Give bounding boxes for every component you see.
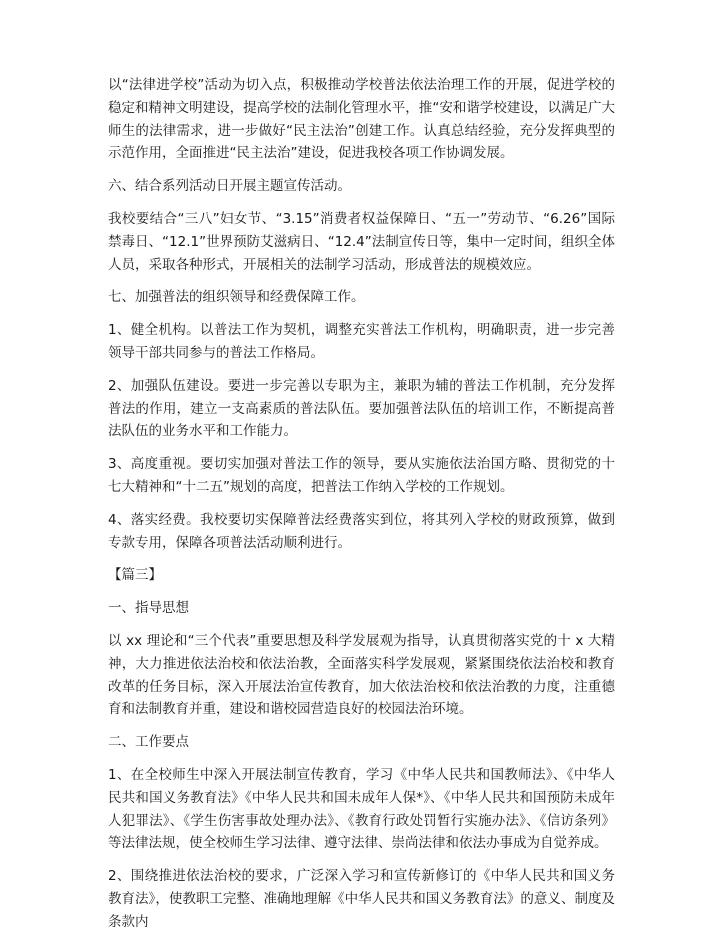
body-paragraph: 2、加强队伍建设。要进一步完善以专职为主，兼职为辅的普法工作机制，充分发挥普法的作用，建立一支高素质的普法队伍。要加强普法队伍的培训工作，不断提高普法队伍的业务水平和工作能力。 [108,377,615,440]
section-heading: 七、加强普法的组织领导和经费保障工作。 [108,289,365,306]
body-paragraph: 以 xx 理论和“三个代表”重要思想及科学发展观为指导，认真贯彻落实党的十 x 大精神，大力推进依法治校和依法治教，全面落实科学发展观，紧紧围绕依法治校和教育改革的任务目标，深入开展法治宣传教育，加大依法治校和依法治教的力度，注重德育和法制教育并重，建设和谐校园营造良好的校园法治环境。 [108,632,615,718]
chapter-heading: 【篇三】 [108,567,162,584]
body-paragraph: 我校要结合“三八”妇女节、“3.15”消费者权益保障日、“五一”劳动节、“6.26”国际禁毒日、“12.1”世界预防艾滋病日、“12.4”法制宣传日等，集中一定时间，组织全体人员，采取各种形式，开展相关的法制学习活动，形成普法的规模效应。 [108,210,615,273]
section-heading: 二、工作要点 [108,734,189,751]
body-paragraph: 3、高度重视。要切实加强对普法工作的领导，要从实施依法治国方略、贯彻党的十七大精神和“十二五”规划的高度，把普法工作纳入学校的工作规划。 [108,456,615,495]
body-paragraph: 2、围绕推进依法治校的要求，广泛深入学习和宣传新修订的《中华人民共和国义务教育法》，使教职工完整、准确地理解《中华人民共和国义务教育法》的意义、制度及条款内 [108,868,615,930]
body-paragraph: 1、健全机构。以普法工作为契机，调整充实普法工作机构，明确职责，进一步完善领导干部共同参与的普法工作格局。 [108,322,615,361]
document-body [108,74,615,944]
body-paragraph: 以“法律进学校”活动为切入点，积极推动学校普法依法治理工作的开展，促进学校的稳定和精神文明建设，提高学校的法制化管理水平，推“安和谐学校建设，以满足广大师生的法律需求，进一步做好“民主法治”创建工作。认真总结经验，充分发挥典型的示范作用，全面推进“民主法治”建设，促进我校各项工作协调发展。 [108,77,615,162]
body-paragraph: 1、在全校师生中深入开展法制宣传教育，学习《中华人民共和国教师法》、《中华人民共和国义务教育法》《中华人民共和国未成年人保*》、《中华人民共和国预防未成年人犯罪法》、《学生伤害事故处理办法》、《教育行政处罚暂行实施办法》、《信访条列》等法律法规，使全校师生学习法律、遵守法律、崇尚法律和依法办事成为自觉养成。 [108,766,615,852]
section-heading: 一、指导思想 [108,600,189,617]
body-paragraph: 4、落实经费。我校要切实保障普法经费落实到位，将其列入学校的财政预算，做到专款专用，保障各项普法活动顺利进行。 [108,511,615,551]
section-heading: 六、结合系列活动日开展主题宣传活动。 [108,178,351,195]
